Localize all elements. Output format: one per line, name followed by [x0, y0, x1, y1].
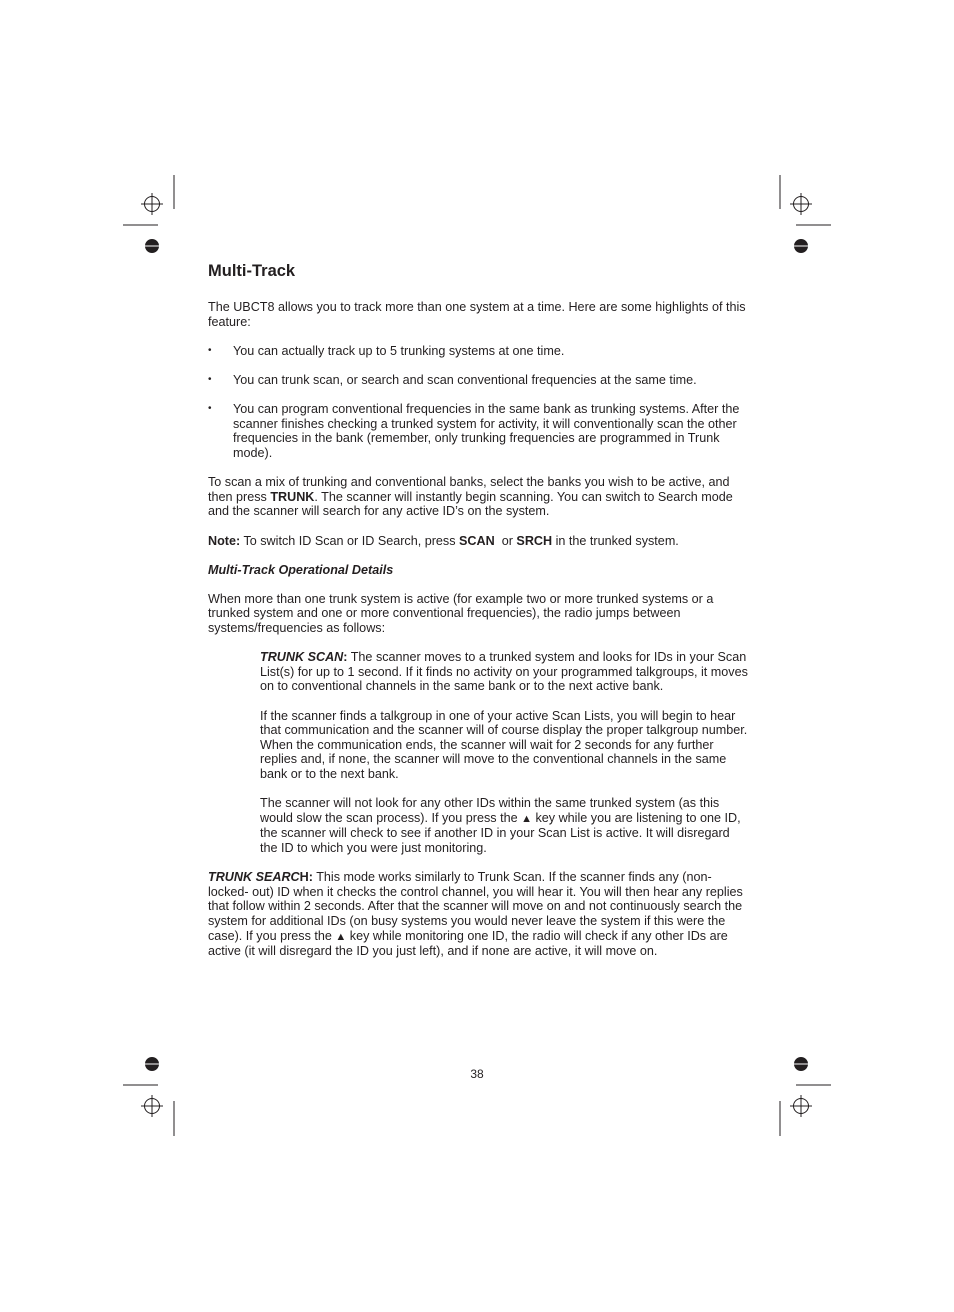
list-item-text: You can program conventional frequencies in the same bank as trunking systems. After the scanner finishes checking a trunked system for activity, it will conventionally scan the other frequencies in the bank (remember, only trunking frequencies are programmed in Trunk mode). — [233, 402, 740, 460]
list-item — [208, 373, 746, 388]
note-label: Note: — [208, 533, 241, 548]
page-content — [208, 258, 746, 959]
top-right-registration-mark-icon — [780, 175, 831, 253]
talkgroup-paragraph: If the scanner finds a talkgroup in one of your active Scan Lists, you will begin to hear that communication and the scanner will of course display the proper talkgroup number. When the communication ends, the scanner will wait for 2 seconds for any further replies and, if none, the scanner will move to the conventional channels in the same bank or to the next bank. — [260, 708, 748, 781]
intro-paragraph: The UBCT8 allows you to track more than one system at a time. Here are some highlights of this feature: — [208, 300, 746, 329]
trunk-scan-label: TRUNK SCAN — [260, 650, 344, 665]
up-arrow-icon: ▲ — [521, 812, 532, 825]
trunk-scan-paragraph: TRUNK SCAN: The scanner moves to a trunked system and looks for IDs in your Scan List(s) for up to 1 second. If it finds no activity on your programmed talkgroups, it moves on to conventional channels in the same bank or to the next active bank. — [260, 650, 748, 694]
note-paragraph: Note: To switch ID Scan or ID Search, press SCAN or SRCH in the trunked system. — [208, 533, 679, 548]
list-item-text: You can trunk scan, or search and scan conventional frequencies at the same time. — [233, 372, 697, 387]
section-heading: Multi-Track — [208, 262, 296, 280]
trunk-key-label: TRUNK — [270, 489, 315, 504]
up-arrow-icon: ▲ — [335, 930, 347, 943]
page-number: 38 — [470, 1067, 484, 1081]
details-intro-paragraph: When more than one trunk system is active (for example two or more trunked systems or a trunked system and one or more conventional frequencies), the radio jumps between systems/frequencies as follows: — [208, 591, 714, 636]
bullet-icon: • — [208, 344, 212, 356]
bullet-icon: • — [208, 373, 212, 385]
subsection-heading: Multi-Track Operational Details — [208, 562, 394, 577]
top-left-registration-mark-icon — [123, 175, 174, 253]
mix-paragraph: To scan a mix of trunking and conventional banks, select the banks you wish to be active, and then press TRUNK. The scanner will instantly begin scanning. You can switch to Search mode and the scanner will search for any active ID’s on the system. — [208, 475, 733, 519]
trunk-scan-block — [260, 650, 748, 855]
list-item — [208, 344, 746, 359]
same-system-paragraph: The scanner will not look for any other IDs within the same trunked system (as this would slow the scan process). If you press the ▲ key while you are listening to one ID, the scanner will check to see if another ID in your Scan List is active. It will disregard the ID to which you were just monitoring. — [260, 796, 741, 855]
bullet-icon: • — [208, 403, 212, 415]
trunk-search-label: TRUNK SEARC — [208, 870, 300, 885]
list-item — [208, 402, 746, 460]
highlights-list — [208, 344, 746, 461]
scan-key-label: SCAN — [459, 533, 495, 548]
trunk-search-paragraph: TRUNK SEARCH: This mode works similarly to Trunk Scan. If the scanner finds any (non-locked- out) ID when it checks the control channel, you will hear it. You will then hear any replies that follow within 2 seconds. After that the scanner will move on and not continuously search the system for additional IDs (on busy systems you would never leave the system if this were the case). If you press the ▲ key while monitoring one ID, the radio will check if any other IDs are active (it will disregard the ID you just left), and if none are active, it will move on. — [208, 870, 743, 959]
srch-key-label: SRCH — [516, 533, 553, 548]
list-item-text: You can actually track up to 5 trunking systems at one time. — [233, 343, 565, 358]
